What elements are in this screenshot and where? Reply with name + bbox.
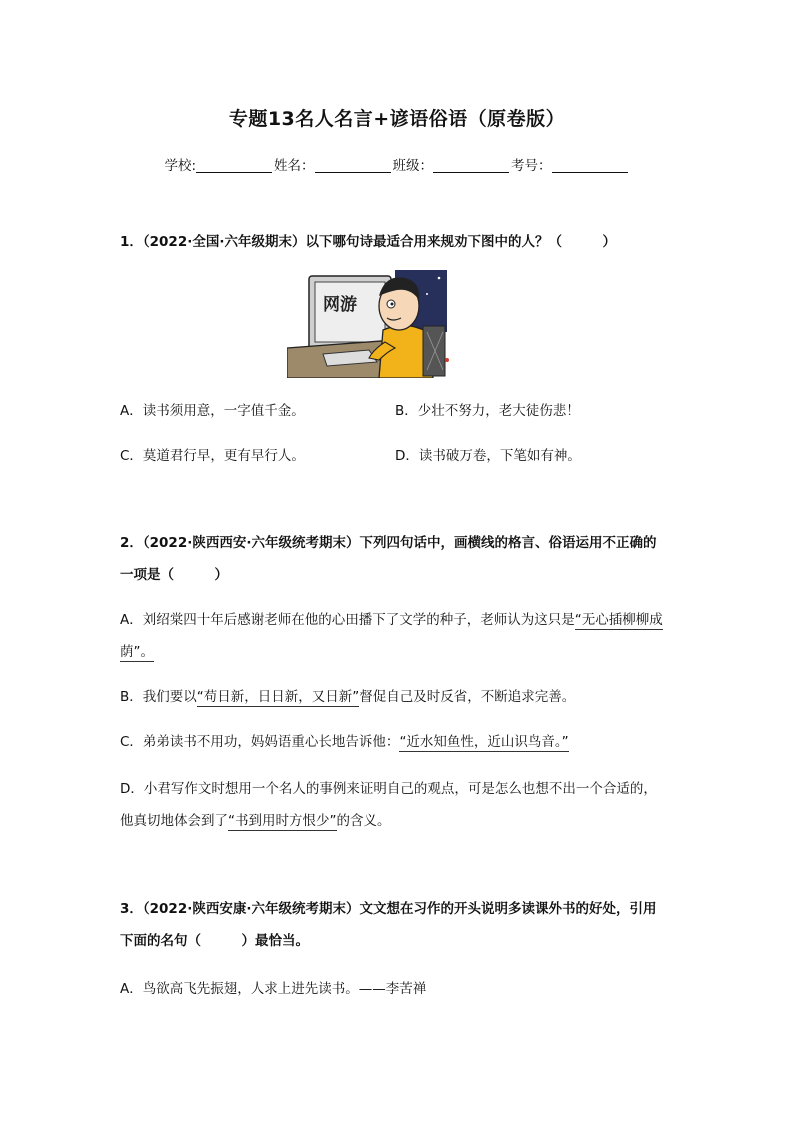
option-a-text: A．刘绍棠四十年后感谢老师在他的心田播下了文学的种子，老师认为这只是 xyxy=(120,612,575,628)
option-b-text-pre: B．我们要以 xyxy=(120,689,197,705)
option-a-underlined-1: “无心插柳柳成 xyxy=(574,612,663,628)
question-3-option-a[interactable]: A．鸟欲高飞先振翅，人求上进先读书。——李苦禅 xyxy=(120,981,427,997)
cartoon-illustration xyxy=(287,270,450,378)
option-d-underlined: “书到用时方恨少” xyxy=(228,813,337,829)
question-1-option-d[interactable]: D．读书破万卷，下笔如有神。 xyxy=(395,448,581,464)
question-1-option-c[interactable]: C．莫道君行早，更有早行人。 xyxy=(120,448,305,464)
question-2 xyxy=(120,527,685,591)
question-1-option-b[interactable]: B．少壮不努力，老大徒伤悲！ xyxy=(395,403,580,419)
class-label: 班级： xyxy=(392,158,434,174)
question-2-option-b[interactable] xyxy=(120,681,685,713)
question-1 xyxy=(120,226,685,258)
name-blank[interactable] xyxy=(315,158,391,173)
school-blank[interactable] xyxy=(196,158,272,173)
option-b-text-post: 督促自己及时反省，不断追求完善。 xyxy=(359,689,576,705)
class-blank[interactable] xyxy=(433,158,509,173)
question-1-stem: 1．（2022·全国·六年级期末）以下哪句诗最适合用来规劝下图中的人？（ ） xyxy=(120,234,616,250)
option-d-line-1: D．小君写作文时想用一个名人的事例来证明自己的观点，可是怎么也想不出一个合适的， xyxy=(120,781,657,797)
option-c-underlined: “近水知鱼性，近山识鸟音。” xyxy=(399,734,569,750)
exam-no-blank[interactable] xyxy=(552,158,628,173)
school-label: 学校: xyxy=(164,158,197,174)
page-title: 专题13名人名言+谚语俗语（原卷版） xyxy=(228,108,566,130)
name-label: 姓名： xyxy=(274,158,315,174)
option-d-text-pre: 他真切地体会到了 xyxy=(120,813,228,829)
question-3-stem-line-2: 下面的名句（ ）最恰当。 xyxy=(120,933,309,949)
question-2-stem-line-2: 一项是（ ） xyxy=(120,567,228,583)
option-b-underlined: “苟日新，日日新，又日新” xyxy=(196,689,360,705)
option-c-text: C．弟弟读书不用功，妈妈语重心长地告诉他： xyxy=(120,734,400,750)
question-2-option-a[interactable] xyxy=(120,604,685,668)
student-info-line xyxy=(0,154,794,174)
question-2-option-d[interactable] xyxy=(120,773,685,837)
option-a-underlined-2: 荫”。 xyxy=(120,644,154,660)
option-d-text-post: 的含义。 xyxy=(336,813,391,829)
question-1-option-a[interactable]: A．读书须用意，一字值千金。 xyxy=(120,403,305,419)
question-3-stem-line-1: 3．（2022·陕西安康·六年级统考期末）文文想在习作的开头说明多读课外书的好处，引用 xyxy=(120,901,657,917)
monitor-text: 网游 xyxy=(323,295,357,315)
question-3 xyxy=(120,893,685,957)
question-2-stem-line-1: 2．（2022·陕西西安·六年级统考期末）下列四句话中，画横线的格言、俗语运用不正确的 xyxy=(120,535,657,551)
exam-no-label: 考号： xyxy=(511,158,552,174)
question-2-option-c[interactable] xyxy=(120,726,685,758)
